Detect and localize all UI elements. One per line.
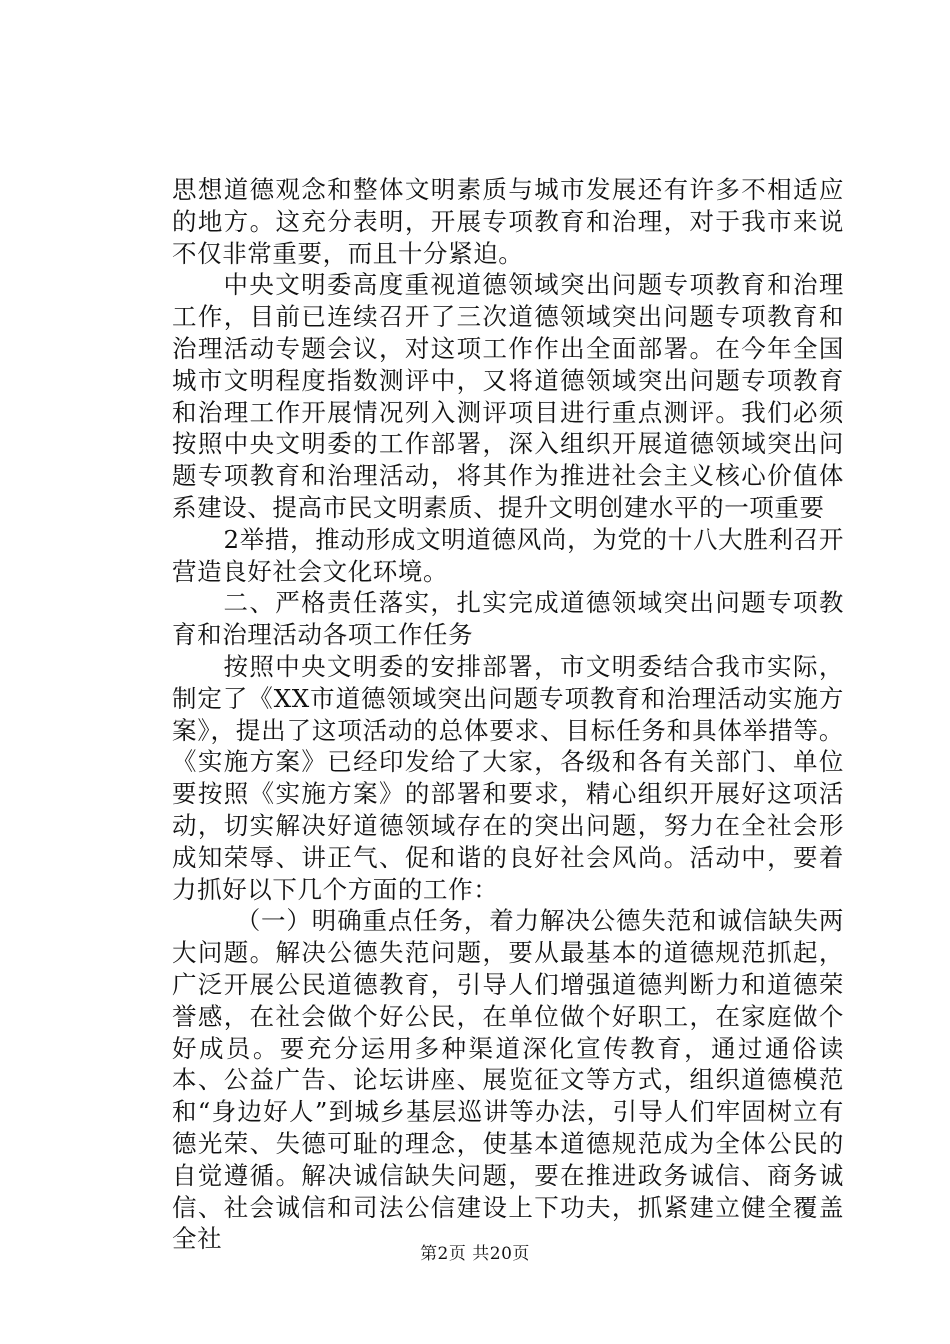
section-heading-2: 二、严格责任落实，扎实完成道德领域突出问题专项教育和治理活动各项工作任务 — [172, 588, 844, 650]
paragraph-5: （一）明确重点任务，着力解决公德失范和诚信缺失两大问题。解决公德失范问题，要从最基本的道德规范抓起，广泛开展公民道德教育，引导人们增强道德判断力和道德荣誉感，在社会做个好公民，在单位做个好职工，在家庭做个好成员。要充分运用多种渠道深化宣传教育，通过通俗读本、公益广告、论坛讲座、展览征文等方式，组织道德模范和“身边好人”到城乡基层巡讲等办法，引导人们牢固树立有德光荣、失德可耻的理念，使基本道德规范成为全体公民的自觉遵循。解决诚信缺失问题，要在推进政务诚信、商务诚信、社会诚信和司法公信建设上下功夫，抓紧建立健全覆盖全社 — [172, 906, 844, 1254]
paragraph-3: 2举措，推动形成文明道德风尚，为党的十八大胜利召开营造良好社会文化环境。 — [172, 524, 844, 586]
paragraph-1: 思想道德观念和整体文明素质与城市发展还有许多不相适应的地方。这充分表明，开展专项教育和治理，对于我市来说不仅非常重要，而且十分紧迫。 — [172, 175, 844, 268]
document-body — [172, 174, 844, 1255]
paragraph-4: 按照中央文明委的安排部署，市文明委结合我市实际，制定了《XX市道德领域突出问题专项教育和治理活动实施方案》，提出了这项活动的总体要求、目标任务和具体举措等。《实施方案》已经印发给了大家，各级和各有关部门、单位要按照《实施方案》的部署和要求，精心组织开展好这项活动，切实解决好道德领域存在的突出问题，努力在全社会形成知荣辱、讲正气、促和谐的良好社会风尚。活动中，要着力抓好以下几个方面的工作： — [172, 651, 844, 904]
paragraph-2: 中央文明委高度重视道德领域突出问题专项教育和治理工作，目前已连续召开了三次道德领域突出问题专项教育和治理活动专题会议，对这项工作作出全面部署。在今年全国城市文明程度指数测评中，又将道德领域突出问题专项教育和治理工作开展情况列入测评项目进行重点测评。我们必须按照中央文明委的工作部署，深入组织开展道德领域突出问题专项教育和治理活动，将其作为推进社会主义核心价值体系建设、提高市民文明素质、提升文明创建水平的一项重要 — [172, 270, 844, 522]
page-number-footer: 第2页 共20页 — [420, 1244, 530, 1264]
